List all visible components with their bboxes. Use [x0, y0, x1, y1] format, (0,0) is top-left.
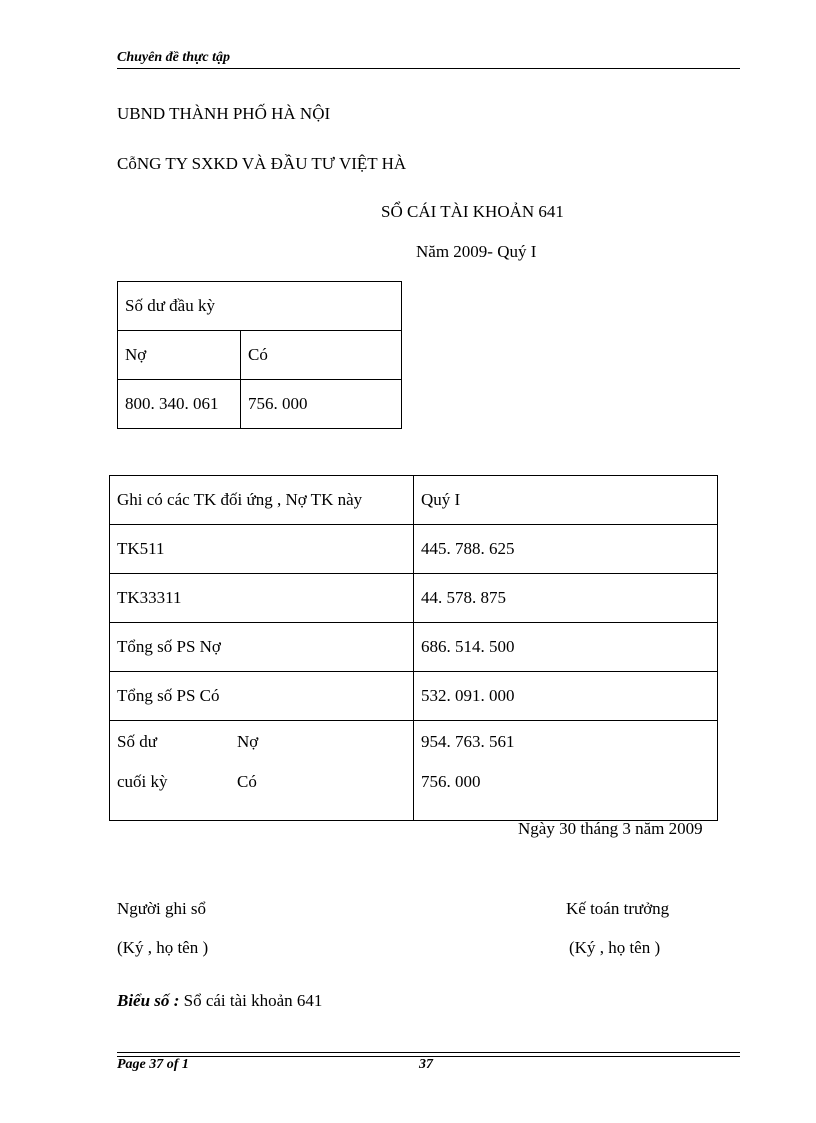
opening-balance-header: Số dư đầu kỳ — [118, 282, 402, 331]
closing-no-label: Nợ — [237, 732, 259, 751]
closing-co-value: 756. 000 — [421, 772, 481, 791]
table-row — [110, 476, 718, 525]
opening-balance-no: 800. 340. 061 — [118, 380, 241, 429]
closing-no-value: 954. 763. 561 — [421, 732, 515, 751]
closing-label-a: Số dư — [117, 732, 157, 751]
table-row — [110, 574, 718, 623]
closing-balance-label — [110, 721, 414, 821]
table-row — [110, 721, 718, 821]
opening-balance-co: 756. 000 — [241, 380, 402, 429]
row-value: 44. 578. 875 — [414, 574, 718, 623]
col-header-accounts: Ghi có các TK đối ứng , Nợ TK này — [110, 476, 414, 525]
ledger-title: SỔ CÁI TÀI KHOẢN 641 — [381, 202, 564, 221]
footer-page-text: Page 37 of 1 — [117, 1057, 189, 1072]
col-header-quarter: Quý I — [414, 476, 718, 525]
company-name: CỗNG TY SXKD VÀ ĐẦU TƯ VIỆT HÀ — [117, 154, 407, 173]
table-row — [110, 623, 718, 672]
row-value: 532. 091. 000 — [414, 672, 718, 721]
caption-separator: : — [169, 991, 184, 1010]
closing-balance-values — [414, 721, 718, 821]
row-value: 686. 514. 500 — [414, 623, 718, 672]
row-label: TK33311 — [110, 574, 414, 623]
opening-balance-table — [117, 281, 402, 429]
page-header-title: Chuyên đề thực tập — [117, 50, 231, 65]
footer-divider — [117, 1052, 740, 1053]
caption-text: Sổ cái tài khoản 641 — [183, 991, 323, 1010]
ledger-table — [109, 475, 718, 821]
date-line: Ngày 30 tháng 3 năm 2009 — [518, 819, 703, 838]
table-row — [110, 672, 718, 721]
ledger-period: Năm 2009- Quý I — [416, 242, 537, 261]
recorder-note: (Ký , họ tên ) — [117, 938, 209, 957]
col-header-no: Nợ — [118, 331, 241, 380]
chief-accountant-title: Kế toán trưởng — [566, 899, 670, 918]
table-row — [118, 282, 402, 331]
org-name: UBND THÀNH PHỐ HÀ NỘI — [117, 104, 331, 123]
figure-caption — [117, 991, 322, 1011]
row-value: 445. 788. 625 — [414, 525, 718, 574]
header-divider — [117, 68, 740, 69]
recorder-title: Người ghi sổ — [117, 899, 207, 918]
closing-label-b: cuối kỳ — [117, 772, 168, 791]
table-row — [110, 525, 718, 574]
row-label: Tổng số PS Có — [110, 672, 414, 721]
caption-label: Biểu số — [117, 991, 170, 1010]
col-header-co: Có — [241, 331, 402, 380]
table-row — [118, 331, 402, 380]
row-label: Tổng số PS Nợ — [110, 623, 414, 672]
table-row — [118, 380, 402, 429]
row-label: TK511 — [110, 525, 414, 574]
chief-accountant-note: (Ký , họ tên ) — [569, 938, 661, 957]
closing-co-label: Có — [237, 772, 257, 791]
footer-page-number: 37 — [419, 1057, 433, 1072]
